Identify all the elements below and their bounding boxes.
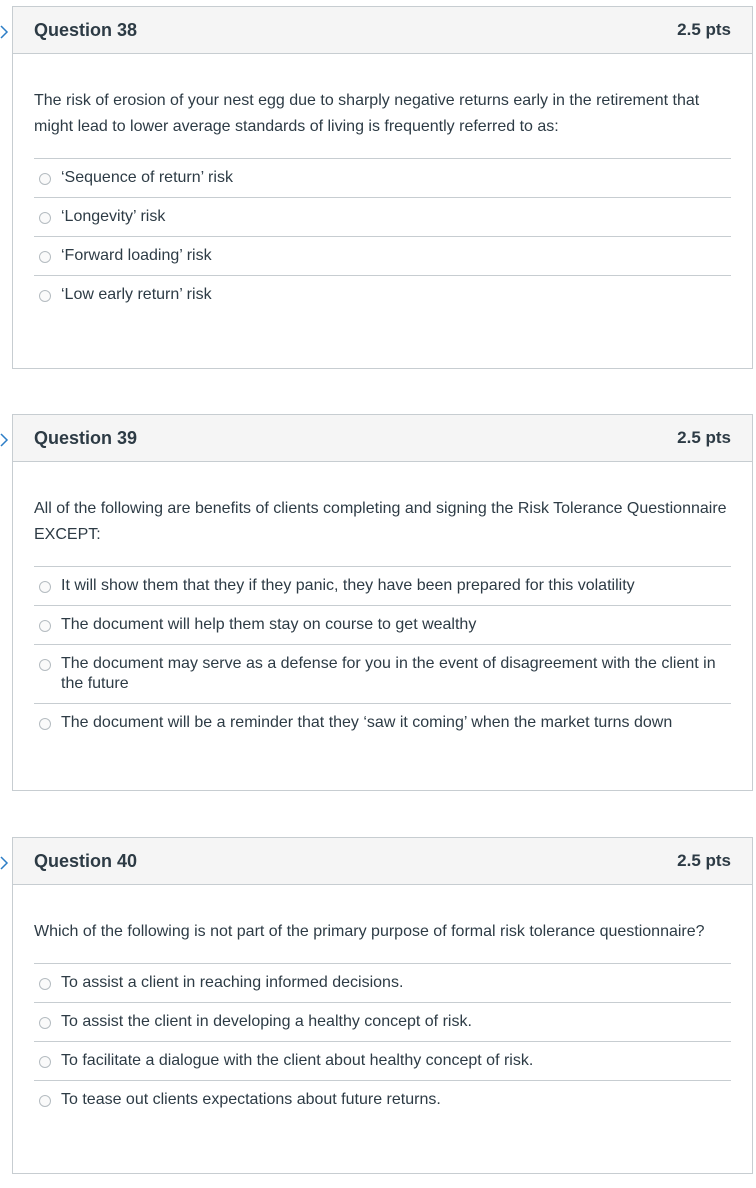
- radio-button[interactable]: [39, 212, 51, 224]
- answer-list: [34, 566, 731, 742]
- radio-button[interactable]: [39, 581, 51, 593]
- question-40: [12, 837, 753, 1174]
- radio-button[interactable]: [39, 620, 51, 632]
- answer-label: To assist a client in reaching informed decisions.: [61, 974, 404, 991]
- radio-button[interactable]: [39, 659, 51, 671]
- answer-option[interactable]: [34, 567, 731, 606]
- answer-label: ‘Longevity’ risk: [61, 208, 166, 225]
- answer-option[interactable]: [34, 159, 731, 198]
- question-text: Which of the following is not part of the primary purpose of formal risk tolerance questionnaire?: [34, 923, 705, 940]
- question-flag-icon[interactable]: [0, 25, 9, 39]
- radio-button[interactable]: [39, 718, 51, 730]
- question-text: All of the following are benefits of clients completing and signing the Risk Tolerance Questionnaire EXCEPT:: [34, 500, 727, 543]
- question-points: 2.5 pts: [677, 428, 731, 447]
- answer-option[interactable]: [34, 1042, 731, 1081]
- answer-label: The document will be a reminder that they ‘saw it coming’ when the market turns down: [61, 714, 673, 731]
- answer-label: It will show them that they if they panic, they have been prepared for this volatility: [61, 577, 635, 594]
- question-header: [13, 415, 752, 462]
- question-title: Question 39: [34, 427, 138, 448]
- question-38: [12, 6, 753, 369]
- radio-button[interactable]: [39, 251, 51, 263]
- question-39: [12, 414, 753, 791]
- question-points: 2.5 pts: [677, 20, 731, 39]
- question-flag-icon[interactable]: [0, 856, 9, 870]
- radio-button[interactable]: [39, 978, 51, 990]
- answer-option[interactable]: [34, 1003, 731, 1042]
- answer-label: ‘Sequence of return’ risk: [61, 169, 233, 186]
- radio-button[interactable]: [39, 1056, 51, 1068]
- question-points: 2.5 pts: [677, 851, 731, 870]
- question-text: The risk of erosion of your nest egg due to sharply negative returns early in the retirement that might lead to lower average standards of living is frequently referred to as:: [34, 92, 700, 135]
- radio-button[interactable]: [39, 173, 51, 185]
- question-body: [13, 885, 752, 1119]
- question-header: [13, 7, 752, 54]
- answer-option[interactable]: [34, 276, 731, 314]
- answer-option[interactable]: [34, 1081, 731, 1119]
- answer-list: [34, 963, 731, 1119]
- answer-option[interactable]: [34, 964, 731, 1003]
- answer-label: ‘Forward loading’ risk: [61, 247, 212, 264]
- answer-label: To tease out clients expectations about future returns.: [61, 1091, 441, 1108]
- answer-option[interactable]: [34, 704, 731, 742]
- answer-label: To facilitate a dialogue with the client about healthy concept of risk.: [61, 1052, 534, 1069]
- answer-label: ‘Low early return’ risk: [61, 286, 212, 303]
- answer-label: The document may serve as a defense for you in the event of disagreement with the client in the future: [61, 655, 716, 692]
- radio-button[interactable]: [39, 1095, 51, 1107]
- answer-option[interactable]: [34, 645, 731, 704]
- question-flag-icon[interactable]: [0, 433, 9, 447]
- answer-option[interactable]: [34, 237, 731, 276]
- question-header: [13, 838, 752, 885]
- radio-button[interactable]: [39, 1017, 51, 1029]
- answer-list: [34, 158, 731, 314]
- question-body: [13, 54, 752, 314]
- question-title: Question 40: [34, 850, 138, 871]
- radio-button[interactable]: [39, 290, 51, 302]
- question-body: [13, 462, 752, 742]
- answer-option[interactable]: [34, 198, 731, 237]
- answer-label: The document will help them stay on course to get wealthy: [61, 616, 477, 633]
- question-title: Question 38: [34, 19, 138, 40]
- answer-label: To assist the client in developing a healthy concept of risk.: [61, 1013, 472, 1030]
- answer-option[interactable]: [34, 606, 731, 645]
